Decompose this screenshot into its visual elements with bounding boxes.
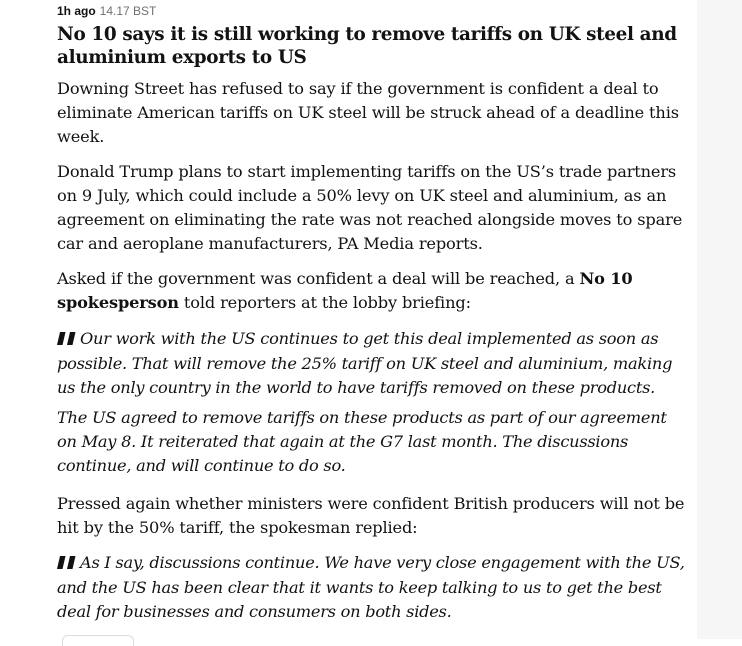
paragraph-3-text-start: Asked if the government was confident a deal will be reached, a <box>57 269 580 288</box>
paragraph-2: Donald Trump plans to start implementing tariffs on the US’s trade partners on 9 July, which could include a 50% levy on UK steel and aluminium, as an agreement on eliminating the rate was not reached alongside moves to spare car and aeroplane manufacturers, PA Media reports. <box>57 162 683 253</box>
time-ago[interactable]: 1h ago <box>57 4 96 18</box>
blockquote-1-paragraph-1-text: Our work with the US continues to get this deal implemented as soon as possible. That will remove the 25% tariff on UK steel and aluminium, making us the only country in the world to have tariffs removed on these products. <box>57 329 673 397</box>
paragraph-3-text-end: told reporters at the lobby briefing: <box>178 293 471 312</box>
paragraph-3 <box>57 267 687 315</box>
paragraph-4: Pressed again whether ministers were confident British producers will not be hit by the 50% tariff, the spokesman replied: <box>57 494 685 537</box>
quote-icon <box>57 328 76 352</box>
spokesperson-label: No 10 spokesperson <box>57 269 633 312</box>
blockquote-2 <box>57 551 687 624</box>
post-timestamp: 14.17 BST <box>99 4 157 18</box>
quote-icon <box>57 552 76 576</box>
right-sidebar <box>697 0 742 639</box>
blockquote-2-text: As I say, discussions continue. We have very close engagement with the US, and the US has been clear that it wants to keep talking to us to get the best deal for businesses and consumers on both sides. <box>57 553 685 621</box>
post-headline: No 10 says it is still working to remove tariffs on UK steel and aluminium exports to US <box>57 24 677 68</box>
post-actions-tab[interactable] <box>62 635 134 646</box>
blockquote-1-paragraph-2: The US agreed to remove tariffs on these products as part of our agreement on May 8. It reiterated that again at the G7 last month. The discussions continue, and will continue to do so. <box>57 408 667 475</box>
paragraph-1: Downing Street has refused to say if the government is confident a deal to eliminate American tariffs on UK steel will be struck ahead of a deadline this week. <box>57 79 679 146</box>
blockquote-1-paragraph-1 <box>57 327 687 400</box>
post-meta <box>57 3 156 19</box>
